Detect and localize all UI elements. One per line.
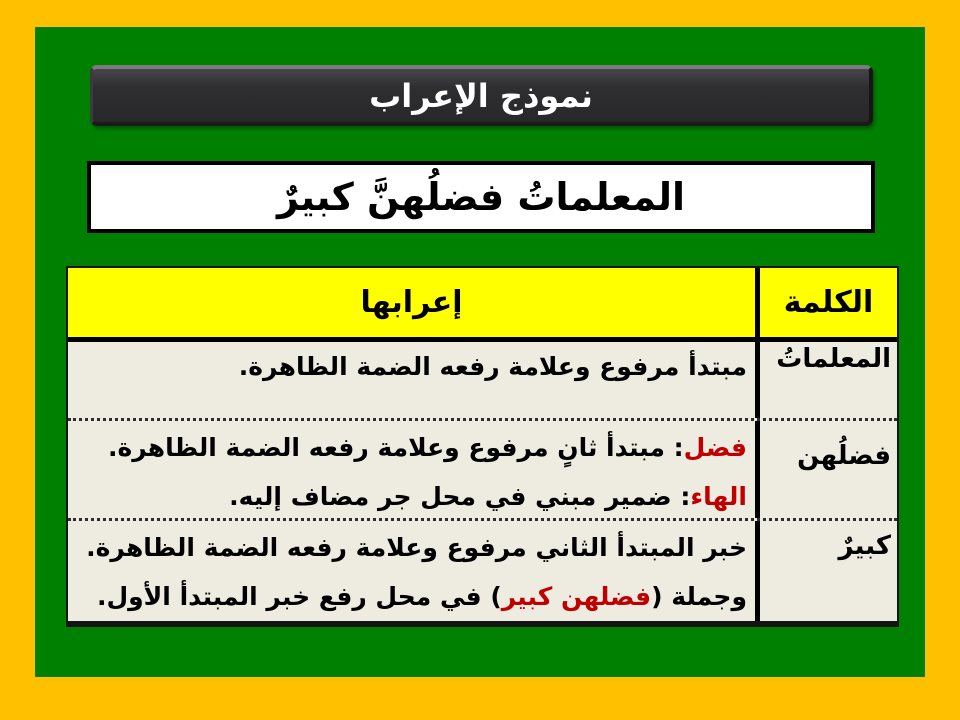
green-panel xyxy=(35,27,925,677)
analysis-line xyxy=(72,472,747,521)
analysis-segment-highlight: فضلهن كبير xyxy=(501,582,652,611)
irab-table xyxy=(66,266,899,627)
word-text: المعلماتُ xyxy=(776,344,891,375)
analysis-cell xyxy=(68,521,755,621)
word-cell xyxy=(755,421,897,518)
analysis-line xyxy=(72,344,747,390)
analysis-cell xyxy=(68,421,755,518)
sentence-box xyxy=(87,161,875,233)
analysis-segment: ) في محل رفع خبر المبتدأ الأول. xyxy=(96,582,502,611)
header-analysis-cell xyxy=(68,268,755,337)
table-row xyxy=(68,518,897,621)
analysis-segment: مبتدأ مرفوع وعلامة رفعه الضمة الظاهرة. xyxy=(238,352,747,382)
header-word-label: الكلمة xyxy=(783,285,874,321)
table-row xyxy=(68,418,897,518)
analysis-line xyxy=(72,423,747,472)
analysis-segment: : ضمير مبني في محل جر مضاف إليه. xyxy=(229,482,691,511)
analysis-segment: : مبتدأ ثانٍ مرفوع وعلامة رفعه الضمة الظاهرة. xyxy=(107,433,684,462)
analysis-cell xyxy=(68,342,755,418)
analysis-segment: وجملة ( xyxy=(651,582,747,611)
word-text: كبيرٌ xyxy=(838,531,891,561)
word-text: فضلُهن xyxy=(797,441,891,471)
slide-title: نموذج الإعراب xyxy=(369,76,593,115)
analysis-line xyxy=(72,572,747,621)
word-cell xyxy=(755,342,897,418)
example-sentence: المعلماتُ فضلُهنَّ كبيرٌ xyxy=(277,175,685,219)
word-cell xyxy=(755,521,897,621)
header-analysis-label: إعرابها xyxy=(360,285,463,321)
analysis-segment-highlight: فضل xyxy=(683,433,747,462)
title-bar xyxy=(90,65,873,126)
table-row xyxy=(68,342,897,418)
analysis-line xyxy=(72,523,747,572)
table-header-row xyxy=(68,268,897,342)
analysis-segment: خبر المبتدأ الثاني مرفوع وعلامة رفعه الضمة الظاهرة. xyxy=(86,533,747,562)
analysis-segment-highlight: الهاء xyxy=(690,482,747,511)
header-word-cell xyxy=(755,268,897,337)
